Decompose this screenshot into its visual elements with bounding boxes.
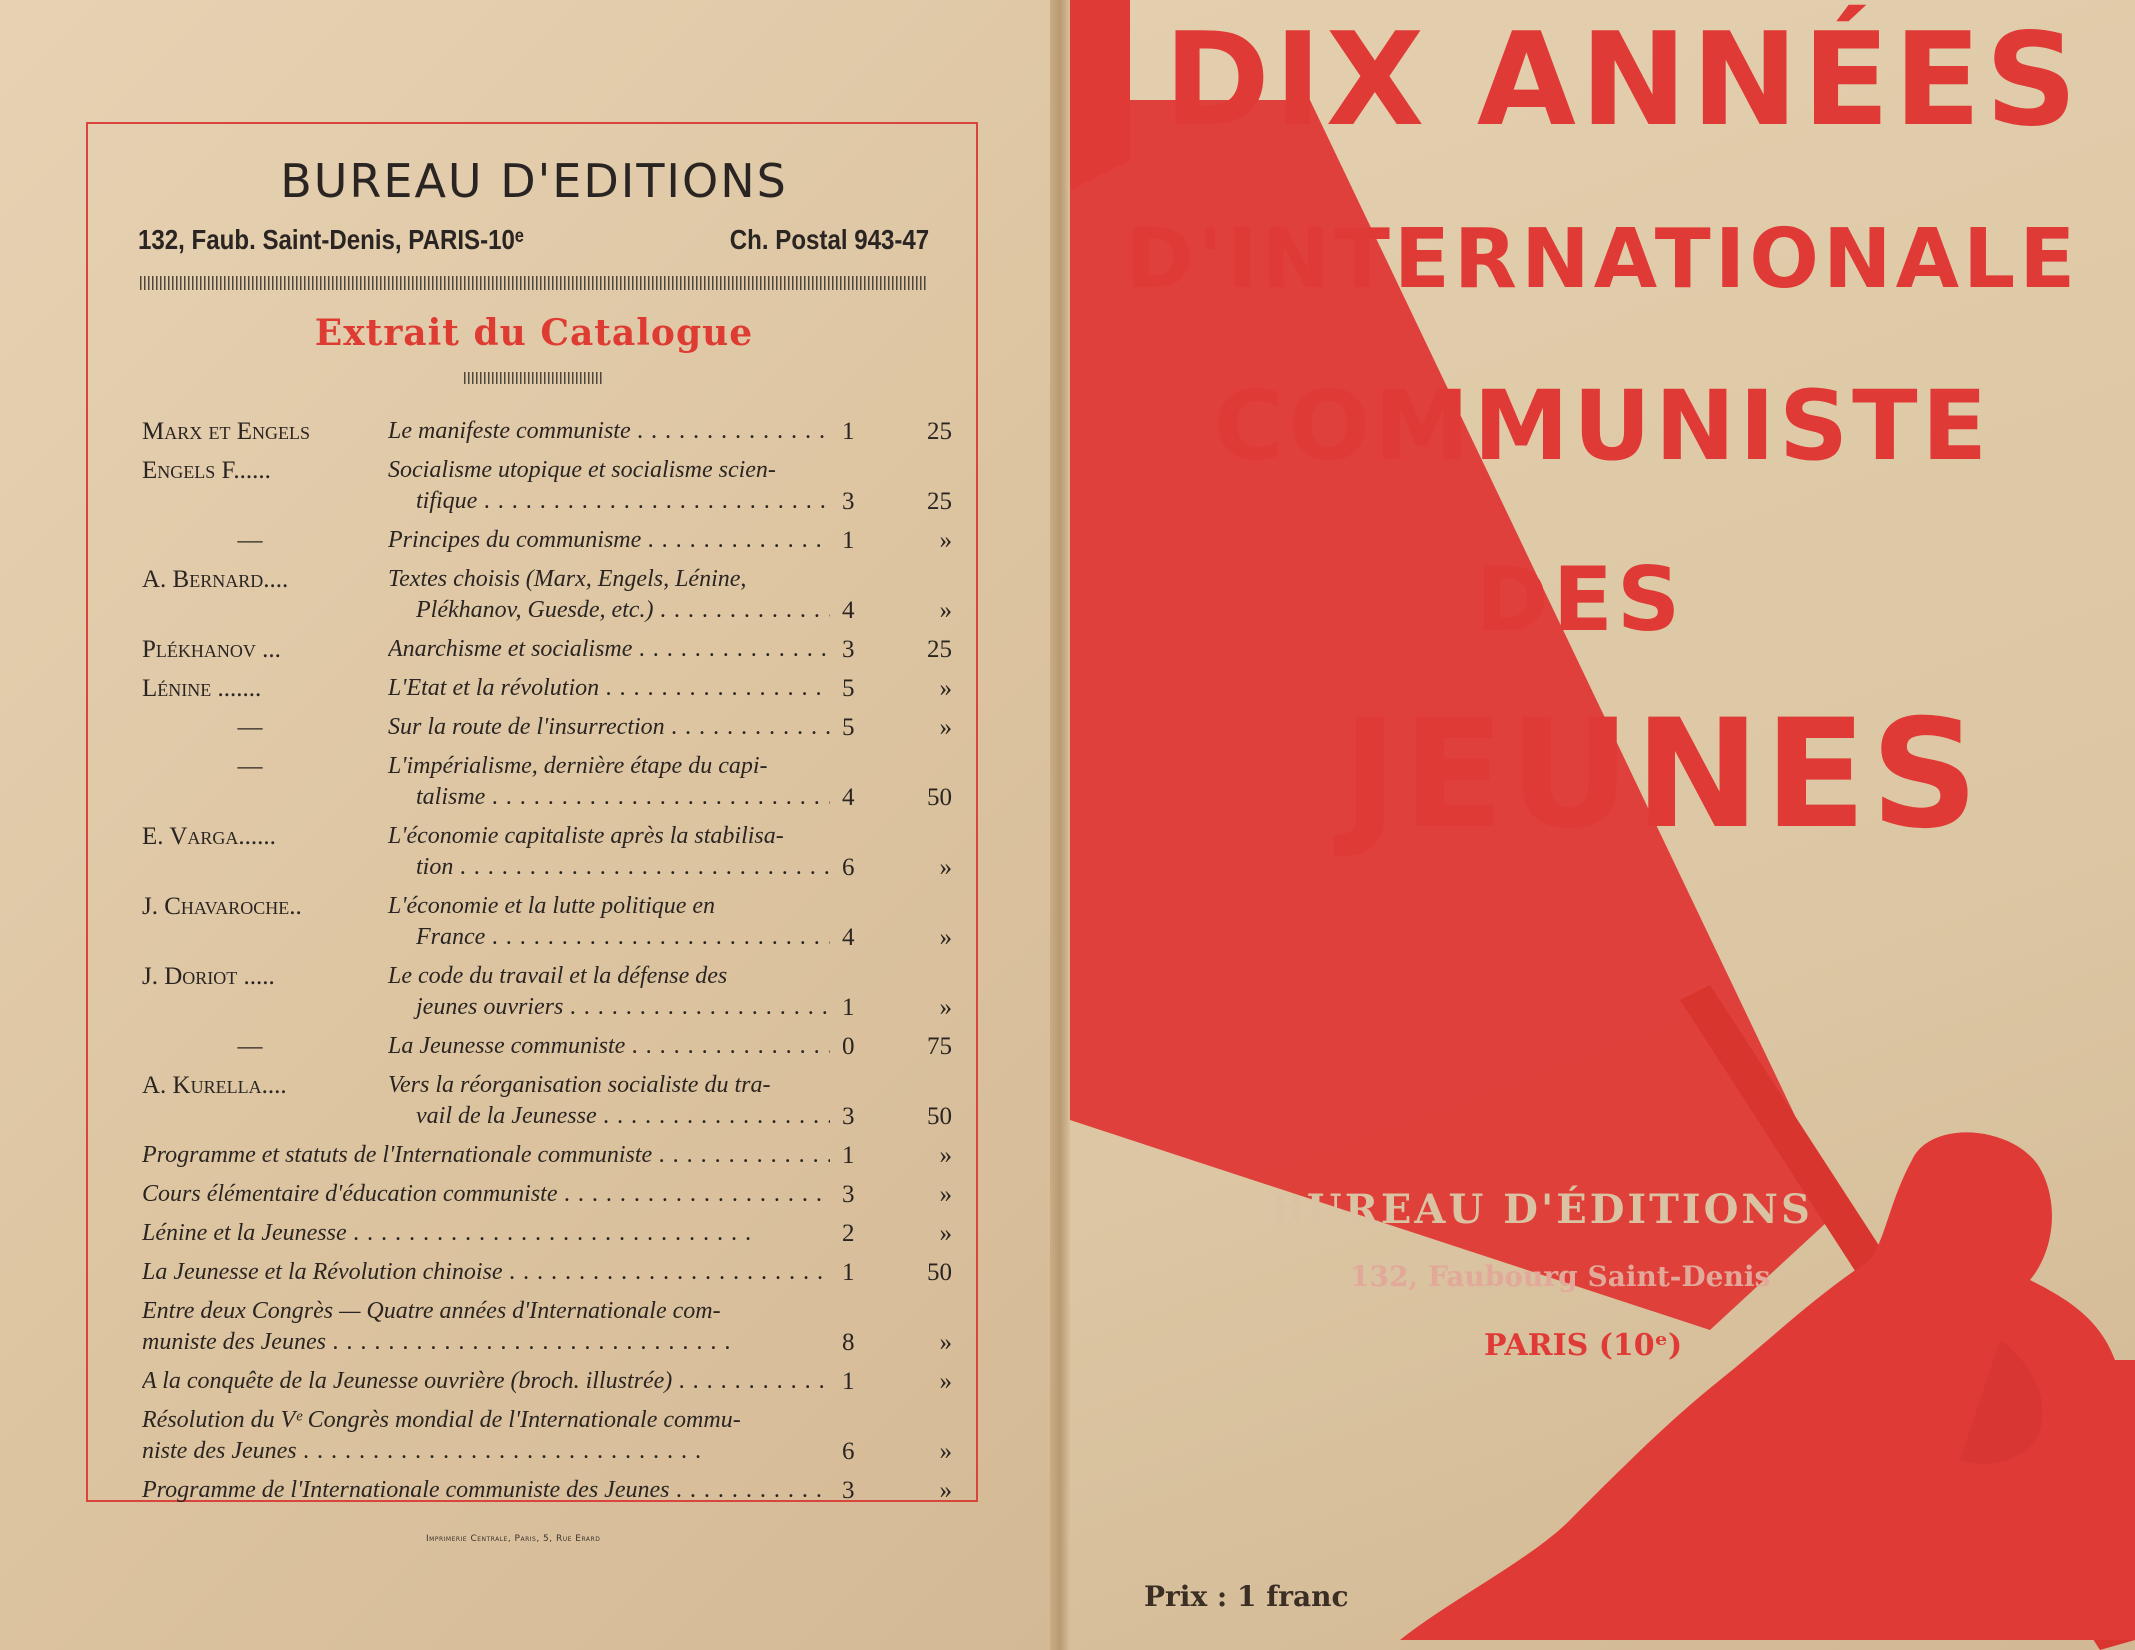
entry-title — [388, 416, 830, 447]
entry-title-continuation: France . . . — [388, 922, 830, 953]
cover-address: 132, Faubourg Saint-Denis — [1350, 1260, 1771, 1293]
entry-author: J. Doriot ..... — [142, 963, 275, 990]
catalogue-entry — [142, 525, 952, 556]
entry-title — [142, 1405, 830, 1467]
front-cover-page — [1070, 0, 2135, 1650]
entry-title — [388, 634, 830, 665]
price-centimes: » — [939, 994, 952, 1021]
price-centimes: » — [939, 675, 952, 702]
entry-price — [842, 1436, 952, 1467]
catalogue-frame — [86, 122, 978, 1502]
price-centimes: 25 — [927, 636, 952, 663]
entry-author: E. Varga...... — [142, 823, 276, 850]
catalogue-entry — [142, 564, 952, 626]
catalogue-entry — [142, 1218, 952, 1249]
entry-price — [842, 525, 952, 556]
price-centimes: 50 — [927, 1259, 952, 1286]
entry-price — [842, 1140, 952, 1171]
price-francs: 1 — [842, 527, 855, 554]
entry-title-text: Le code du travail et la défense des — [388, 963, 728, 989]
entry-title-text: Résolution du Vᵉ Congrès mondial de l'Internationale commu- — [142, 1407, 741, 1433]
entry-title-text: L'Etat et la révolution . . . — [388, 673, 830, 704]
entry-title — [388, 525, 830, 556]
entry-title-text: Sur la route de l'insurrection . . . — [388, 712, 830, 743]
printer-imprint: Imprimerie Centrale, Paris, 5, Rue Erard — [426, 1534, 601, 1544]
entry-title-text: A la conquête de la Jeunesse ouvrière (broch. illustrée) . . . — [142, 1366, 830, 1397]
entry-title-text: Socialisme utopique et socialisme scien- — [388, 457, 776, 483]
catalogue-entry — [142, 1070, 952, 1132]
entry-title — [142, 1218, 830, 1249]
entry-title — [142, 1257, 830, 1288]
catalogue-entry — [142, 1475, 952, 1506]
entry-title — [388, 961, 830, 1023]
price-francs: 4 — [842, 784, 855, 811]
catalogue-entry — [142, 1296, 952, 1358]
price-centimes: » — [939, 1368, 952, 1395]
entry-author: Plékhanov ... — [142, 636, 281, 663]
catalogue-entry — [142, 416, 952, 447]
catalogue-entry — [142, 455, 952, 517]
price-francs: 6 — [842, 1438, 855, 1465]
price-francs: 1 — [842, 1142, 855, 1169]
price-centimes: 25 — [927, 418, 952, 445]
price-centimes: 25 — [927, 488, 952, 515]
entry-author: — — [237, 1033, 263, 1060]
entry-title-text: La Jeunesse communiste . . . — [388, 1031, 830, 1062]
entry-price — [842, 1179, 952, 1210]
cover-title-line5: JEUNES — [1342, 688, 1983, 862]
entry-author: A. Kurella.... — [142, 1072, 287, 1099]
entry-title-text: L'économie capitaliste après la stabilisa- — [388, 823, 784, 849]
entry-price — [842, 992, 952, 1023]
price-francs: 1 — [842, 1368, 855, 1395]
catalogue-entry — [142, 1257, 952, 1288]
price-francs: 1 — [842, 994, 855, 1021]
price-centimes: 75 — [927, 1033, 952, 1060]
catalogue-entry — [142, 1140, 952, 1171]
catalogue-entry — [142, 634, 952, 665]
entry-price — [842, 416, 952, 447]
catalogue-entry — [142, 891, 952, 953]
entry-title-text: Programme et statuts de l'Internationale communiste . . . — [142, 1140, 830, 1171]
entry-title — [388, 821, 830, 883]
price-centimes: » — [939, 527, 952, 554]
price-francs: 3 — [842, 636, 855, 663]
entry-title — [388, 1070, 830, 1132]
entry-title-text: Programme de l'Internationale communiste des Jeunes . . . — [142, 1475, 830, 1506]
entry-title — [388, 891, 830, 953]
price-centimes: » — [939, 1477, 952, 1504]
entry-title — [142, 1475, 830, 1506]
entry-title-continuation: muniste des Jeunes . . . — [142, 1329, 732, 1355]
entry-title — [142, 1366, 830, 1397]
entry-title-text: Vers la réorganisation socialiste du tra- — [388, 1072, 771, 1098]
cover-publisher: BUREAU D'ÉDITIONS — [1270, 1186, 1813, 1233]
entry-author: A. Bernard.... — [142, 566, 289, 593]
entry-title-text: Cours élémentaire d'éducation communiste . . . — [142, 1179, 830, 1210]
entry-price — [842, 595, 952, 626]
entry-title — [142, 1140, 830, 1171]
entry-title-text: Anarchisme et socialisme . . . — [388, 634, 830, 665]
entry-author: Lénine ....... — [142, 675, 262, 702]
entry-title-text: L'économie et la lutte politique en — [388, 893, 716, 919]
cover-title-line1: DIX ANNÉES — [1163, 6, 2082, 155]
price-francs: 3 — [842, 1477, 855, 1504]
entry-title — [142, 1296, 830, 1358]
price-centimes: 50 — [927, 1103, 952, 1130]
cover-city: PARIS (10ᵉ) — [1484, 1328, 1683, 1363]
entry-price — [842, 1366, 952, 1397]
entry-title-text: La Jeunesse et la Révolution chinoise . . . — [142, 1257, 830, 1288]
entry-author: Marx et Engels — [142, 418, 310, 445]
price-francs: 1 — [842, 1259, 855, 1286]
catalogue-entry — [142, 712, 952, 743]
price-centimes: » — [939, 1438, 952, 1465]
price-francs: 4 — [842, 924, 855, 951]
entry-author: J. Chavaroche.. — [142, 893, 302, 920]
cover-title-line3: COMMUNISTE — [1213, 370, 1992, 482]
cover-title-line4: DES — [1475, 548, 1685, 651]
price-centimes: » — [939, 714, 952, 741]
entry-price — [842, 1031, 952, 1062]
catalogue-heading: Extrait du Catalogue — [314, 312, 754, 354]
entry-title-continuation: jeunes ouvriers . . . — [388, 992, 830, 1023]
entry-title-text: Textes choisis (Marx, Engels, Lénine, — [388, 566, 747, 592]
catalogue-entry — [142, 961, 952, 1023]
price-centimes: » — [939, 924, 952, 951]
cover-price: Prix : 1 franc — [1144, 1580, 1349, 1613]
price-francs: 1 — [842, 418, 855, 445]
price-centimes: » — [939, 1329, 952, 1356]
entry-title — [388, 1031, 830, 1062]
entry-price — [842, 486, 952, 517]
entry-price — [842, 922, 952, 953]
price-francs: 8 — [842, 1329, 855, 1356]
catalogue-entry — [142, 751, 952, 813]
catalogue-entry — [142, 1031, 952, 1062]
entry-price — [842, 1475, 952, 1506]
entry-title — [388, 455, 830, 517]
price-francs: 5 — [842, 714, 855, 741]
entry-price — [842, 1101, 952, 1132]
publisher-address-line — [138, 224, 930, 256]
catalogue-entry — [142, 821, 952, 883]
entry-title-text: L'impérialisme, dernière étape du capi- — [388, 753, 768, 779]
entry-author: — — [237, 527, 263, 554]
entry-title-continuation: talisme . . . — [388, 782, 830, 813]
publisher-name: BUREAU D'EDITIONS — [280, 154, 788, 208]
decorative-rule-small — [464, 372, 604, 384]
price-centimes: » — [939, 597, 952, 624]
price-francs: 4 — [842, 597, 855, 624]
postal-account: Ch. Postal 943-47 — [729, 224, 930, 255]
entry-title-continuation: tion . . . — [388, 852, 830, 883]
cover-title-line2: D'INTERNATIONALE — [1125, 212, 2080, 307]
entry-author: Engels F...... — [142, 457, 271, 484]
price-centimes: » — [939, 1142, 952, 1169]
entry-author: — — [237, 714, 263, 741]
entry-price — [842, 673, 952, 704]
entry-price — [842, 712, 952, 743]
catalogue-entry — [142, 1179, 952, 1210]
entry-title-text: Principes du communisme . . . — [388, 525, 830, 556]
entry-price — [842, 1327, 952, 1358]
price-francs: 5 — [842, 675, 855, 702]
entry-price — [842, 634, 952, 665]
entry-title — [388, 712, 830, 743]
entry-title-text: Entre deux Congrès — Quatre années d'Internationale com- — [142, 1298, 721, 1324]
entry-title — [388, 751, 830, 813]
price-francs: 3 — [842, 1103, 855, 1130]
price-centimes: » — [939, 1220, 952, 1247]
back-cover-page — [0, 0, 1050, 1650]
catalogue-entry — [142, 1366, 952, 1397]
entry-title-text: Lénine et la Jeunesse . . . — [142, 1218, 830, 1249]
entry-title — [388, 673, 830, 704]
price-francs: 6 — [842, 854, 855, 881]
entry-author: — — [237, 753, 263, 780]
entry-title-continuation: Plékhanov, Guesde, etc.) . . . — [388, 595, 830, 626]
entry-price — [842, 852, 952, 883]
entry-title-continuation: niste des Jeunes . . . — [142, 1438, 703, 1464]
entry-title-continuation: tifique . . . — [388, 486, 830, 517]
entry-price — [842, 1257, 952, 1288]
price-centimes: 50 — [927, 784, 952, 811]
catalogue-entry — [142, 1405, 952, 1467]
price-francs: 3 — [842, 488, 855, 515]
price-centimes: » — [939, 1181, 952, 1208]
publisher-address: 132, Faub. Saint-Denis, PARIS-10ᵉ — [138, 224, 524, 255]
catalogue-list — [142, 416, 952, 1514]
entry-title — [142, 1179, 830, 1210]
price-francs: 3 — [842, 1181, 855, 1208]
price-centimes: » — [939, 854, 952, 881]
catalogue-entry — [142, 673, 952, 704]
entry-title-continuation: vail de la Jeunesse . . . — [388, 1101, 830, 1132]
book-spine — [1050, 0, 1070, 1650]
entry-title-text: Le manifeste communiste . . . — [388, 416, 830, 447]
entry-price — [842, 1218, 952, 1249]
decorative-rule — [140, 276, 928, 290]
price-francs: 0 — [842, 1033, 855, 1060]
price-francs: 2 — [842, 1220, 855, 1247]
entry-price — [842, 782, 952, 813]
entry-title — [388, 564, 830, 626]
